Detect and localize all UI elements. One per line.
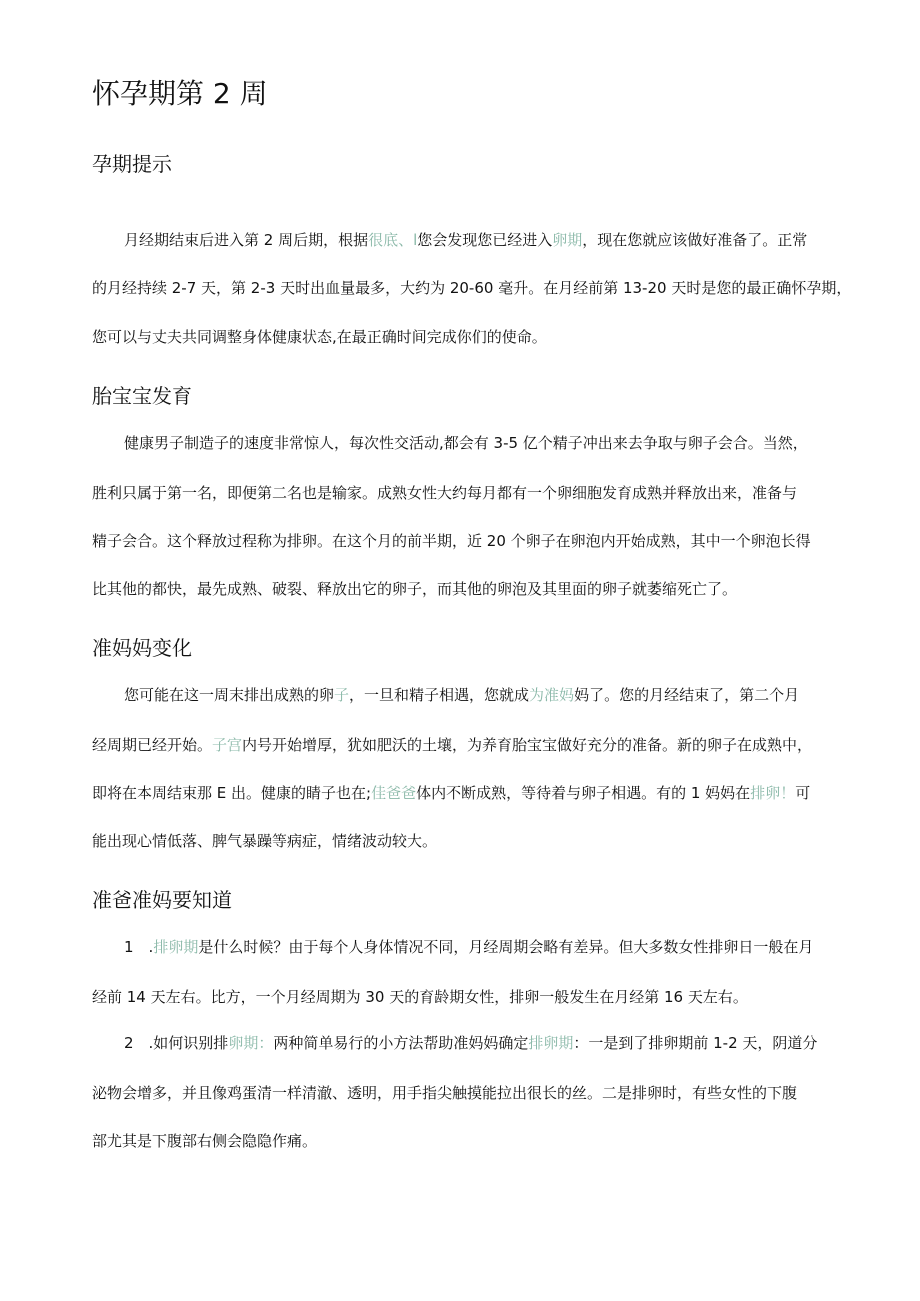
text-run: 健康男子制造子的速度非常惊人，每次性交活动,都会有 3-5 亿个精子冲出来去争取与卵子会合。当然， [124, 434, 808, 452]
text-run: 妈了。您的月经结束了，第二个月 [574, 686, 800, 704]
text-run: 即将在本周结束那 E 出。健康的睛子也在; [92, 784, 372, 802]
text-line [92, 277, 851, 299]
text-run: 您会发现您已经进入 [417, 231, 553, 249]
text-line [92, 578, 737, 600]
text-run: 体内不断成熟，等待着与卵子相遇。有的 1 妈妈在 [416, 784, 751, 802]
text-run: ，现在您就应该做好准备了。正常 [582, 231, 808, 249]
text-line [124, 1032, 817, 1054]
text-line [92, 986, 748, 1008]
page-title: 怀孕期第 2 周 [92, 77, 268, 110]
highlighted-term: 子宫 [212, 736, 243, 754]
highlighted-term: 子 [334, 686, 350, 704]
text-line [124, 229, 807, 251]
list-number: 1 . [124, 938, 154, 956]
highlighted-term: 卵期： [228, 1034, 274, 1052]
highlighted-term: 排卵期 [528, 1034, 574, 1052]
highlighted-term: 很底、l [368, 231, 418, 249]
section-heading-mother-changes: 准妈妈变化 [92, 636, 192, 660]
text-run: 可 [795, 784, 811, 802]
text-run: ，一旦和精子相遇，您就成 [349, 686, 530, 704]
text-line [92, 1082, 797, 1104]
list-number: 2 .如何识别排 [124, 1034, 229, 1052]
text-run: 内号开始增厚，犹如肥沃的土壤，为养育胎宝宝做好充分的准备。新的卵子在成熟中， [242, 736, 813, 754]
highlighted-term: 排卵！ [750, 784, 796, 802]
text-run: 经周期已经开始。 [92, 736, 213, 754]
text-run: 比其他的都快，最先成熟、破裂、释放出它的卵子，而其他的卵泡及其里面的卵子就萎缩死亡了。 [92, 580, 738, 598]
text-line [92, 482, 797, 504]
highlighted-term: 佳爸爸 [371, 784, 417, 802]
text-line [124, 936, 813, 958]
text-run: 能出现心情低落、脾气暴躁等病症，情绪波动较大。 [92, 832, 438, 850]
text-run: 月经期结束后进入第 2 周后期，根据 [124, 231, 369, 249]
text-run: 两种简单易行的小方法帮助准妈妈确定 [273, 1034, 529, 1052]
text-run: 泌物会增多，并且像鸡蛋清一样清澈、透明，用手指尖触摸能拉出很长的丝。二是排卵时，有些女性的下腹 [92, 1084, 798, 1102]
text-run: 的月经持续 2-7 天，第 2-3 天时出血量最多，大约为 20-60 毫升。在月经前第 13-20 天时是您的最正确怀孕期， [92, 279, 852, 297]
text-run: ：一是到了排卵期前 1-2 天，阴道分 [573, 1034, 818, 1052]
highlighted-term: 为准妈 [529, 686, 575, 704]
text-run: 部尤其是下腹部右侧会隐隐作痛。 [92, 1132, 318, 1150]
text-run: 您可能在这一周末排出成熟的卵 [124, 686, 335, 704]
text-line [92, 734, 812, 756]
text-line [124, 684, 799, 706]
text-run: 经前 14 天左右。比方，一个月经周期为 30 天的育龄期女性，排卵一般发生在月经第 16 天左右。 [92, 988, 748, 1006]
text-run: 精子会合。这个释放过程称为排卵。在这个月的前半期，近 20 个卵子在卵泡内开始成熟，其中一个卵泡长得 [92, 532, 811, 550]
text-line [92, 782, 810, 804]
text-line [92, 326, 547, 348]
text-line [124, 432, 808, 454]
section-heading-pregnancy-tips: 孕期提示 [92, 152, 172, 176]
text-run: 胜利只属于第一名，即便第二名也是输家。成熟女性大约每月都有一个卵细胞发育成熟并释放出来，准备与 [92, 484, 798, 502]
text-line [92, 530, 811, 552]
highlighted-term: 排卵期 [153, 938, 199, 956]
text-run: 您可以与丈夫共同调整身体健康状态,在最正确时间完成你们的使命。 [92, 328, 547, 346]
highlighted-term: 卵期 [552, 231, 583, 249]
text-line [92, 830, 437, 852]
text-line [92, 1130, 317, 1152]
text-run: 是什么时候？由于每个人身体情况不同，月经周期会略有差异。但大多数女性排卵日一般在月 [198, 938, 814, 956]
section-heading-parents-should-know: 准爸准妈要知道 [92, 888, 232, 912]
section-heading-fetal-development: 胎宝宝发育 [92, 384, 192, 408]
